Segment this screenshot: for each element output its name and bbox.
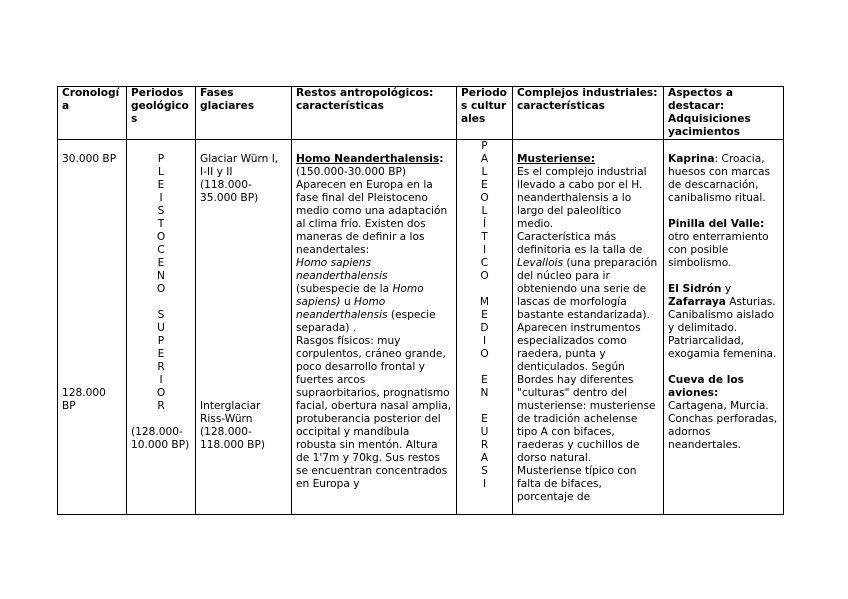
header-cronologia: Cronología [58, 87, 127, 140]
cell-restos [292, 140, 457, 515]
header-aspectos: Aspectos a destacar: Adquisiciones yacimientos [664, 87, 784, 140]
cell-aspectos [664, 140, 784, 515]
geologic-range: (128.000-10.000 BP) [131, 426, 190, 451]
header-periodos-geologicos: Periodos geológicos [127, 87, 196, 140]
complejos-intro: Es el complejo industrial llevado a cabo por el H. neanderthalensis a lo largo del paleolítico medio. [517, 166, 647, 230]
header-fases-glaciares: Fases glaciares [196, 87, 292, 140]
cell-cronologia [58, 140, 127, 515]
restos-rasgos: Rasgos físicos: muy corpulentos, cráneo grande, poco desarrollo frontal y fuertes arcos supraorbitarios, prognatismo facial, obertura nasal amplia, protuberancia posterior del occipital y mandíbula robusta sin mentón. Altura de 1'7m y 70kg. Sus restos se encuentran concentrados en Europa y [296, 335, 452, 490]
cell-periodos-geologicos [127, 140, 196, 515]
aspecto-sidron: El Sidrón y Zafarraya Asturias. Canibalismo aislado y delimitado. Patriarcalidad, exogamia femenina. [668, 283, 777, 360]
vertical-pleistoceno: P L E I S T O C E N O [156, 153, 166, 295]
vertical-en: E N [480, 374, 489, 399]
restos-species: Homo sapiens neanderthalensis (subespecie de la Homo sapiens) u Homo neanderthalensis (especie separada) . [296, 257, 436, 334]
vertical-superior: S U P E R I O R [156, 309, 166, 412]
header-row [58, 87, 784, 140]
cell-complejos [513, 140, 664, 515]
fase-wurm-range: (118.000-35.000 BP) [200, 179, 259, 204]
header-complejos: Complejos industriales: características [513, 87, 664, 140]
date-128000: 128.000 BP [62, 387, 106, 412]
complejos-levallois: Característica más definitoria es la talla de Levallois (una preparación del núcleo para ir obteniendo una serie de lascas de morfología bastante estandarizada). [517, 231, 658, 321]
aspecto-kaprina: Kaprina: Croacia, huesos con marcas de descarnación, canibalismo ritual. [668, 153, 770, 204]
fase-wurm: Glaciar Würn I, I-II y II [200, 153, 279, 178]
header-periodos-culturales: Periodos culturales [457, 87, 513, 140]
vertical-eurasia: E U R A S I [480, 413, 489, 490]
restos-title: Homo Neanderthalensis: [296, 153, 444, 165]
cell-fases-glaciares [196, 140, 292, 515]
aspecto-aviones: Cueva de los aviones: Cartagena, Murcia. Conchas perforadas, adornos neandertales. [668, 374, 778, 451]
header-restos: Restos antropológicos: características [292, 87, 457, 140]
vertical-paleolitico: P A L E O L Í T I C O [480, 140, 489, 282]
complejos-title: Musteriense: [517, 153, 595, 165]
fase-riss-wurm-range: (128.000-118.000 BP) [200, 426, 265, 451]
date-30000: 30.000 BP [62, 153, 117, 165]
complejos-instrumentos: Aparecen instrumentos especializados como raedera, punta y denticulados. Según Bordes hay diferentes "culturas" dentro del musteriense: musteriense de tradición achelense tipo A con bifaces, raederas y cuchillos de dorso natural. Musteriense típico con falta de bifaces, porcentaje de [517, 322, 656, 503]
aspecto-pinilla: Pinilla del Valle: otro enterramiento con posible simbolismo. [668, 218, 769, 269]
chronology-table [57, 86, 784, 515]
vertical-medio: M E D I O [479, 296, 490, 360]
fase-riss-wurm: Interglaciar Riss-Würn [200, 400, 261, 425]
cell-periodos-culturales [457, 140, 513, 515]
restos-intro: (150.000-30.000 BP) Aparecen en Europa en la fase final del Pleistoceno medio como una adaptación al clima frío. Existen dos maneras de definir a los neandertales: [296, 166, 448, 256]
content-row [58, 140, 784, 515]
